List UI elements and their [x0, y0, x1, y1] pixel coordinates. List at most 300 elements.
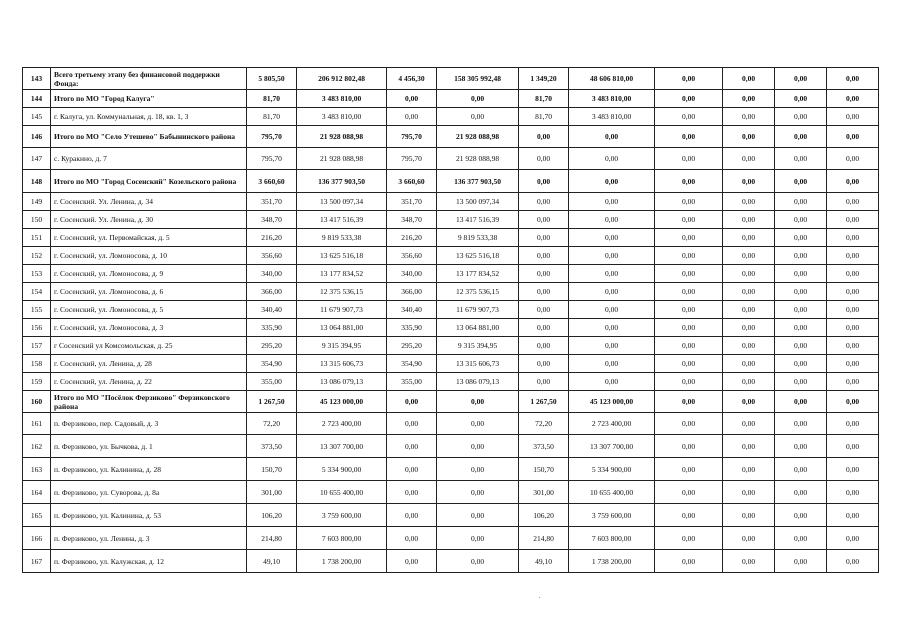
value-cell-col-1: 354,90 — [247, 355, 297, 373]
address-cell: г. Сосенский. Ул. Ленина, д. 30 — [51, 211, 247, 229]
value-cell-col-8: 0,00 — [723, 193, 775, 211]
table-row — [23, 337, 879, 355]
table-row — [23, 301, 879, 319]
value-cell-col-5: 0,00 — [519, 211, 569, 229]
address-cell: г. Сосенский, ул. Ломоносова, д. 10 — [51, 247, 247, 265]
value-cell-col-10: 0,00 — [827, 247, 879, 265]
value-cell-col-4: 0,00 — [437, 458, 519, 481]
value-cell-col-10: 0,00 — [827, 283, 879, 301]
value-cell-col-7: 0,00 — [655, 527, 723, 550]
value-cell-col-1: 356,60 — [247, 247, 297, 265]
table-row — [23, 211, 879, 229]
value-cell-col-3: 366,00 — [387, 283, 437, 301]
value-cell-col-3: 4 456,30 — [387, 68, 437, 90]
value-cell-col-6: 3 483 810,00 — [569, 108, 655, 126]
value-cell-col-1: 348,70 — [247, 211, 297, 229]
table-row — [23, 504, 879, 527]
value-cell-col-3: 3 660,60 — [387, 170, 437, 193]
table-row-total — [23, 126, 879, 148]
table-row-total — [23, 68, 879, 90]
value-cell-col-9: 0,00 — [775, 126, 827, 148]
value-cell-col-4: 21 928 088,98 — [437, 126, 519, 148]
value-cell-col-10: 0,00 — [827, 435, 879, 458]
value-cell-col-9: 0,00 — [775, 211, 827, 229]
value-cell-col-8: 0,00 — [723, 435, 775, 458]
value-cell-col-6: 3 483 810,00 — [569, 90, 655, 108]
value-cell-col-9: 0,00 — [775, 391, 827, 413]
table-row — [23, 108, 879, 126]
value-cell-col-4: 13 064 881,00 — [437, 319, 519, 337]
value-cell-col-4: 13 417 516,39 — [437, 211, 519, 229]
row-number-cell: 152 — [23, 247, 51, 265]
value-cell-col-4: 0,00 — [437, 481, 519, 504]
value-cell-col-10: 0,00 — [827, 211, 879, 229]
address-cell: г. Сосенский, ул. Ленина, д. 28 — [51, 355, 247, 373]
value-cell-col-10: 0,00 — [827, 68, 879, 90]
value-cell-col-7: 0,00 — [655, 458, 723, 481]
table-row — [23, 355, 879, 373]
value-cell-col-3: 340,00 — [387, 265, 437, 283]
value-cell-col-8: 0,00 — [723, 481, 775, 504]
value-cell-col-1: 106,20 — [247, 504, 297, 527]
value-cell-col-9: 0,00 — [775, 90, 827, 108]
value-cell-col-7: 0,00 — [655, 337, 723, 355]
table-row — [23, 481, 879, 504]
value-cell-col-5: 0,00 — [519, 337, 569, 355]
row-number-cell: 146 — [23, 126, 51, 148]
value-cell-col-2: 12 375 536,15 — [297, 283, 387, 301]
value-cell-col-10: 0,00 — [827, 458, 879, 481]
address-cell: г. Сосенский, ул. Ломоносова, д. 3 — [51, 319, 247, 337]
value-cell-col-6: 0,00 — [569, 373, 655, 391]
table-row — [23, 148, 879, 170]
value-cell-col-5: 72,20 — [519, 413, 569, 435]
row-number-cell: 153 — [23, 265, 51, 283]
value-cell-col-2: 136 377 903,50 — [297, 170, 387, 193]
value-cell-col-8: 0,00 — [723, 148, 775, 170]
value-cell-col-2: 13 315 606,73 — [297, 355, 387, 373]
value-cell-col-5: 0,00 — [519, 148, 569, 170]
table-row — [23, 265, 879, 283]
address-cell: п. Ферзиково, ул. Калинина, д. 53 — [51, 504, 247, 527]
row-number-cell: 149 — [23, 193, 51, 211]
value-cell-col-4: 0,00 — [437, 108, 519, 126]
value-cell-col-8: 0,00 — [723, 265, 775, 283]
value-cell-col-9: 0,00 — [775, 283, 827, 301]
value-cell-col-10: 0,00 — [827, 413, 879, 435]
value-cell-col-8: 0,00 — [723, 301, 775, 319]
value-cell-col-2: 13 177 834,52 — [297, 265, 387, 283]
value-cell-col-2: 5 334 900,00 — [297, 458, 387, 481]
value-cell-col-10: 0,00 — [827, 391, 879, 413]
value-cell-col-9: 0,00 — [775, 373, 827, 391]
value-cell-col-2: 13 307 700,00 — [297, 435, 387, 458]
address-cell: п. Ферзиково, ул. Калужская, д. 12 — [51, 550, 247, 573]
value-cell-col-10: 0,00 — [827, 504, 879, 527]
row-number-cell: 161 — [23, 413, 51, 435]
value-cell-col-6: 0,00 — [569, 319, 655, 337]
value-cell-col-5: 0,00 — [519, 373, 569, 391]
value-cell-col-9: 0,00 — [775, 413, 827, 435]
value-cell-col-7: 0,00 — [655, 283, 723, 301]
table-row — [23, 413, 879, 435]
value-cell-col-3: 0,00 — [387, 458, 437, 481]
value-cell-col-1: 295,20 — [247, 337, 297, 355]
value-cell-col-10: 0,00 — [827, 126, 879, 148]
value-cell-col-1: 81,70 — [247, 108, 297, 126]
value-cell-col-1: 216,20 — [247, 229, 297, 247]
value-cell-col-3: 351,70 — [387, 193, 437, 211]
value-cell-col-6: 0,00 — [569, 229, 655, 247]
table-row — [23, 435, 879, 458]
value-cell-col-2: 13 500 097,34 — [297, 193, 387, 211]
value-cell-col-1: 150,70 — [247, 458, 297, 481]
municipality-total-label: Итого по МО "Посёлок Ферзиково" Ферзиковского района — [51, 391, 247, 413]
value-cell-col-6: 0,00 — [569, 283, 655, 301]
value-cell-col-5: 81,70 — [519, 108, 569, 126]
value-cell-col-1: 81,70 — [247, 90, 297, 108]
value-cell-col-1: 5 805,50 — [247, 68, 297, 90]
value-cell-col-6: 48 606 810,00 — [569, 68, 655, 90]
value-cell-col-5: 1 267,50 — [519, 391, 569, 413]
value-cell-col-2: 45 123 000,00 — [297, 391, 387, 413]
value-cell-col-8: 0,00 — [723, 211, 775, 229]
value-cell-col-7: 0,00 — [655, 355, 723, 373]
table-row — [23, 458, 879, 481]
value-cell-col-5: 0,00 — [519, 193, 569, 211]
value-cell-col-4: 13 315 606,73 — [437, 355, 519, 373]
value-cell-col-2: 13 086 079,13 — [297, 373, 387, 391]
value-cell-col-7: 0,00 — [655, 126, 723, 148]
value-cell-col-2: 1 738 200,00 — [297, 550, 387, 573]
value-cell-col-8: 0,00 — [723, 68, 775, 90]
value-cell-col-5: 373,50 — [519, 435, 569, 458]
table-body — [23, 68, 879, 573]
value-cell-col-5: 49,10 — [519, 550, 569, 573]
value-cell-col-7: 0,00 — [655, 211, 723, 229]
value-cell-col-10: 0,00 — [827, 90, 879, 108]
value-cell-col-3: 795,70 — [387, 148, 437, 170]
value-cell-col-9: 0,00 — [775, 193, 827, 211]
row-number-cell: 143 — [23, 68, 51, 90]
housing-program-table — [22, 67, 879, 573]
address-cell: г Сосенский ул Комсомольская, д. 25 — [51, 337, 247, 355]
table-row — [23, 283, 879, 301]
row-number-cell: 162 — [23, 435, 51, 458]
address-cell: г. Калуга, ул. Коммунальная, д. 18, кв. 1, 3 — [51, 108, 247, 126]
value-cell-col-7: 0,00 — [655, 550, 723, 573]
address-cell: г. Сосенский, ул. Ломоносова, д. 6 — [51, 283, 247, 301]
value-cell-col-10: 0,00 — [827, 170, 879, 193]
address-cell: г. Сосенский. Ул. Ленина, д. 34 — [51, 193, 247, 211]
value-cell-col-10: 0,00 — [827, 355, 879, 373]
value-cell-col-3: 0,00 — [387, 550, 437, 573]
value-cell-col-8: 0,00 — [723, 319, 775, 337]
value-cell-col-5: 214,80 — [519, 527, 569, 550]
value-cell-col-4: 11 679 907,73 — [437, 301, 519, 319]
value-cell-col-9: 0,00 — [775, 108, 827, 126]
value-cell-col-9: 0,00 — [775, 301, 827, 319]
value-cell-col-4: 0,00 — [437, 90, 519, 108]
value-cell-col-3: 335,90 — [387, 319, 437, 337]
value-cell-col-7: 0,00 — [655, 301, 723, 319]
value-cell-col-5: 0,00 — [519, 126, 569, 148]
value-cell-col-6: 0,00 — [569, 211, 655, 229]
value-cell-col-5: 106,20 — [519, 504, 569, 527]
value-cell-col-3: 0,00 — [387, 391, 437, 413]
value-cell-col-1: 301,00 — [247, 481, 297, 504]
value-cell-col-9: 0,00 — [775, 435, 827, 458]
value-cell-col-3: 0,00 — [387, 481, 437, 504]
value-cell-col-2: 206 912 802,48 — [297, 68, 387, 90]
value-cell-col-1: 214,80 — [247, 527, 297, 550]
value-cell-col-9: 0,00 — [775, 550, 827, 573]
value-cell-col-3: 0,00 — [387, 413, 437, 435]
value-cell-col-4: 0,00 — [437, 504, 519, 527]
row-number-cell: 163 — [23, 458, 51, 481]
value-cell-col-7: 0,00 — [655, 148, 723, 170]
value-cell-col-6: 1 738 200,00 — [569, 550, 655, 573]
row-number-cell: 158 — [23, 355, 51, 373]
value-cell-col-3: 295,20 — [387, 337, 437, 355]
value-cell-col-9: 0,00 — [775, 148, 827, 170]
value-cell-col-2: 10 655 400,00 — [297, 481, 387, 504]
value-cell-col-5: 0,00 — [519, 301, 569, 319]
value-cell-col-4: 13 500 097,34 — [437, 193, 519, 211]
value-cell-col-4: 0,00 — [437, 413, 519, 435]
value-cell-col-6: 2 723 400,00 — [569, 413, 655, 435]
value-cell-col-4: 9 315 394,95 — [437, 337, 519, 355]
value-cell-col-2: 7 603 800,00 — [297, 527, 387, 550]
value-cell-col-2: 21 928 088,98 — [297, 126, 387, 148]
value-cell-col-8: 0,00 — [723, 527, 775, 550]
value-cell-col-5: 301,00 — [519, 481, 569, 504]
value-cell-col-1: 373,50 — [247, 435, 297, 458]
municipality-total-label: Всего третьему этапу без финансовой поддержки Фонда: — [51, 68, 247, 90]
value-cell-col-10: 0,00 — [827, 337, 879, 355]
table-row-total — [23, 90, 879, 108]
value-cell-col-9: 0,00 — [775, 68, 827, 90]
value-cell-col-7: 0,00 — [655, 170, 723, 193]
value-cell-col-1: 340,00 — [247, 265, 297, 283]
value-cell-col-3: 795,70 — [387, 126, 437, 148]
row-number-cell: 157 — [23, 337, 51, 355]
value-cell-col-9: 0,00 — [775, 337, 827, 355]
value-cell-col-2: 21 928 088,98 — [297, 148, 387, 170]
row-number-cell: 148 — [23, 170, 51, 193]
value-cell-col-8: 0,00 — [723, 413, 775, 435]
value-cell-col-1: 3 660,60 — [247, 170, 297, 193]
value-cell-col-9: 0,00 — [775, 170, 827, 193]
value-cell-col-2: 13 064 881,00 — [297, 319, 387, 337]
value-cell-col-2: 3 483 810,00 — [297, 90, 387, 108]
value-cell-col-2: 13 417 516,39 — [297, 211, 387, 229]
value-cell-col-7: 0,00 — [655, 229, 723, 247]
value-cell-col-5: 0,00 — [519, 229, 569, 247]
value-cell-col-5: 0,00 — [519, 355, 569, 373]
value-cell-col-7: 0,00 — [655, 504, 723, 527]
value-cell-col-10: 0,00 — [827, 229, 879, 247]
value-cell-col-2: 9 315 394,95 — [297, 337, 387, 355]
value-cell-col-2: 9 819 533,38 — [297, 229, 387, 247]
value-cell-col-7: 0,00 — [655, 247, 723, 265]
value-cell-col-8: 0,00 — [723, 458, 775, 481]
row-number-cell: 164 — [23, 481, 51, 504]
table-row-total — [23, 391, 879, 413]
value-cell-col-3: 0,00 — [387, 504, 437, 527]
value-cell-col-2: 3 759 600,00 — [297, 504, 387, 527]
value-cell-col-1: 1 267,50 — [247, 391, 297, 413]
value-cell-col-4: 9 819 533,38 — [437, 229, 519, 247]
municipality-total-label: Итого по МО "Село Утешево" Бабынинского района — [51, 126, 247, 148]
value-cell-col-8: 0,00 — [723, 355, 775, 373]
value-cell-col-7: 0,00 — [655, 108, 723, 126]
value-cell-col-8: 0,00 — [723, 283, 775, 301]
row-number-cell: 167 — [23, 550, 51, 573]
value-cell-col-4: 0,00 — [437, 550, 519, 573]
value-cell-col-10: 0,00 — [827, 301, 879, 319]
value-cell-col-2: 3 483 810,00 — [297, 108, 387, 126]
row-number-cell: 147 — [23, 148, 51, 170]
value-cell-col-7: 0,00 — [655, 68, 723, 90]
value-cell-col-3: 348,70 — [387, 211, 437, 229]
address-cell: г. Сосенский, ул. Ломоносова, д. 9 — [51, 265, 247, 283]
value-cell-col-7: 0,00 — [655, 193, 723, 211]
value-cell-col-6: 0,00 — [569, 247, 655, 265]
value-cell-col-6: 0,00 — [569, 193, 655, 211]
value-cell-col-1: 335,90 — [247, 319, 297, 337]
row-number-cell: 151 — [23, 229, 51, 247]
scan-speck — [539, 597, 540, 598]
value-cell-col-7: 0,00 — [655, 265, 723, 283]
row-number-cell: 155 — [23, 301, 51, 319]
value-cell-col-4: 12 375 536,15 — [437, 283, 519, 301]
value-cell-col-9: 0,00 — [775, 229, 827, 247]
row-number-cell: 165 — [23, 504, 51, 527]
row-number-cell: 154 — [23, 283, 51, 301]
value-cell-col-7: 0,00 — [655, 435, 723, 458]
value-cell-col-6: 7 603 800,00 — [569, 527, 655, 550]
value-cell-col-1: 366,00 — [247, 283, 297, 301]
value-cell-col-8: 0,00 — [723, 90, 775, 108]
value-cell-col-8: 0,00 — [723, 337, 775, 355]
value-cell-col-3: 340,40 — [387, 301, 437, 319]
value-cell-col-6: 0,00 — [569, 337, 655, 355]
table-row — [23, 319, 879, 337]
value-cell-col-2: 11 679 907,73 — [297, 301, 387, 319]
address-cell: п. Ферзиково, ул. Суворова, д. 8а — [51, 481, 247, 504]
value-cell-col-7: 0,00 — [655, 373, 723, 391]
value-cell-col-10: 0,00 — [827, 481, 879, 504]
value-cell-col-1: 795,70 — [247, 126, 297, 148]
value-cell-col-8: 0,00 — [723, 373, 775, 391]
row-number-cell: 150 — [23, 211, 51, 229]
value-cell-col-9: 0,00 — [775, 319, 827, 337]
value-cell-col-4: 0,00 — [437, 435, 519, 458]
value-cell-col-10: 0,00 — [827, 108, 879, 126]
address-cell: п. Ферзиково, пер. Садовый, д. 3 — [51, 413, 247, 435]
value-cell-col-3: 216,20 — [387, 229, 437, 247]
value-cell-col-4: 136 377 903,50 — [437, 170, 519, 193]
value-cell-col-9: 0,00 — [775, 527, 827, 550]
value-cell-col-9: 0,00 — [775, 265, 827, 283]
value-cell-col-1: 351,70 — [247, 193, 297, 211]
row-number-cell: 166 — [23, 527, 51, 550]
address-cell: г. Сосенский, ул. Ломоносова, д. 5 — [51, 301, 247, 319]
address-cell: с. Куракино, д. 7 — [51, 148, 247, 170]
value-cell-col-3: 354,90 — [387, 355, 437, 373]
value-cell-col-1: 355,00 — [247, 373, 297, 391]
table-row — [23, 550, 879, 573]
value-cell-col-3: 356,60 — [387, 247, 437, 265]
value-cell-col-8: 0,00 — [723, 108, 775, 126]
value-cell-col-10: 0,00 — [827, 148, 879, 170]
value-cell-col-2: 13 625 516,18 — [297, 247, 387, 265]
value-cell-col-5: 0,00 — [519, 319, 569, 337]
value-cell-col-7: 0,00 — [655, 391, 723, 413]
value-cell-col-8: 0,00 — [723, 550, 775, 573]
value-cell-col-5: 0,00 — [519, 170, 569, 193]
table-row-total — [23, 170, 879, 193]
address-cell: п. Ферзиково, ул. Калинина, д. 28 — [51, 458, 247, 481]
table-row — [23, 229, 879, 247]
value-cell-col-3: 355,00 — [387, 373, 437, 391]
value-cell-col-8: 0,00 — [723, 247, 775, 265]
value-cell-col-6: 5 334 900,00 — [569, 458, 655, 481]
value-cell-col-3: 0,00 — [387, 435, 437, 458]
value-cell-col-8: 0,00 — [723, 126, 775, 148]
value-cell-col-4: 21 928 088,98 — [437, 148, 519, 170]
value-cell-col-8: 0,00 — [723, 229, 775, 247]
address-cell: г. Сосенский, ул. Ленина, д. 22 — [51, 373, 247, 391]
value-cell-col-9: 0,00 — [775, 458, 827, 481]
value-cell-col-5: 1 349,20 — [519, 68, 569, 90]
value-cell-col-6: 0,00 — [569, 126, 655, 148]
value-cell-col-9: 0,00 — [775, 504, 827, 527]
value-cell-col-10: 0,00 — [827, 527, 879, 550]
value-cell-col-1: 340,40 — [247, 301, 297, 319]
row-number-cell: 160 — [23, 391, 51, 413]
address-cell: п. Ферзиково, ул. Бычкова, д. 1 — [51, 435, 247, 458]
value-cell-col-1: 72,20 — [247, 413, 297, 435]
value-cell-col-1: 795,70 — [247, 148, 297, 170]
value-cell-col-8: 0,00 — [723, 170, 775, 193]
value-cell-col-5: 0,00 — [519, 247, 569, 265]
value-cell-col-7: 0,00 — [655, 481, 723, 504]
value-cell-col-10: 0,00 — [827, 265, 879, 283]
address-cell: г. Сосенский, ул. Первомайская, д. 5 — [51, 229, 247, 247]
value-cell-col-4: 0,00 — [437, 391, 519, 413]
row-number-cell: 156 — [23, 319, 51, 337]
value-cell-col-4: 0,00 — [437, 527, 519, 550]
value-cell-col-4: 158 305 992,48 — [437, 68, 519, 90]
value-cell-col-8: 0,00 — [723, 391, 775, 413]
value-cell-col-3: 0,00 — [387, 90, 437, 108]
value-cell-col-6: 0,00 — [569, 301, 655, 319]
value-cell-col-5: 0,00 — [519, 283, 569, 301]
value-cell-col-7: 0,00 — [655, 90, 723, 108]
value-cell-col-7: 0,00 — [655, 319, 723, 337]
value-cell-col-6: 0,00 — [569, 355, 655, 373]
value-cell-col-3: 0,00 — [387, 527, 437, 550]
value-cell-col-4: 13 625 516,18 — [437, 247, 519, 265]
row-number-cell: 144 — [23, 90, 51, 108]
value-cell-col-2: 2 723 400,00 — [297, 413, 387, 435]
value-cell-col-7: 0,00 — [655, 413, 723, 435]
value-cell-col-1: 49,10 — [247, 550, 297, 573]
value-cell-col-8: 0,00 — [723, 504, 775, 527]
table-row — [23, 247, 879, 265]
